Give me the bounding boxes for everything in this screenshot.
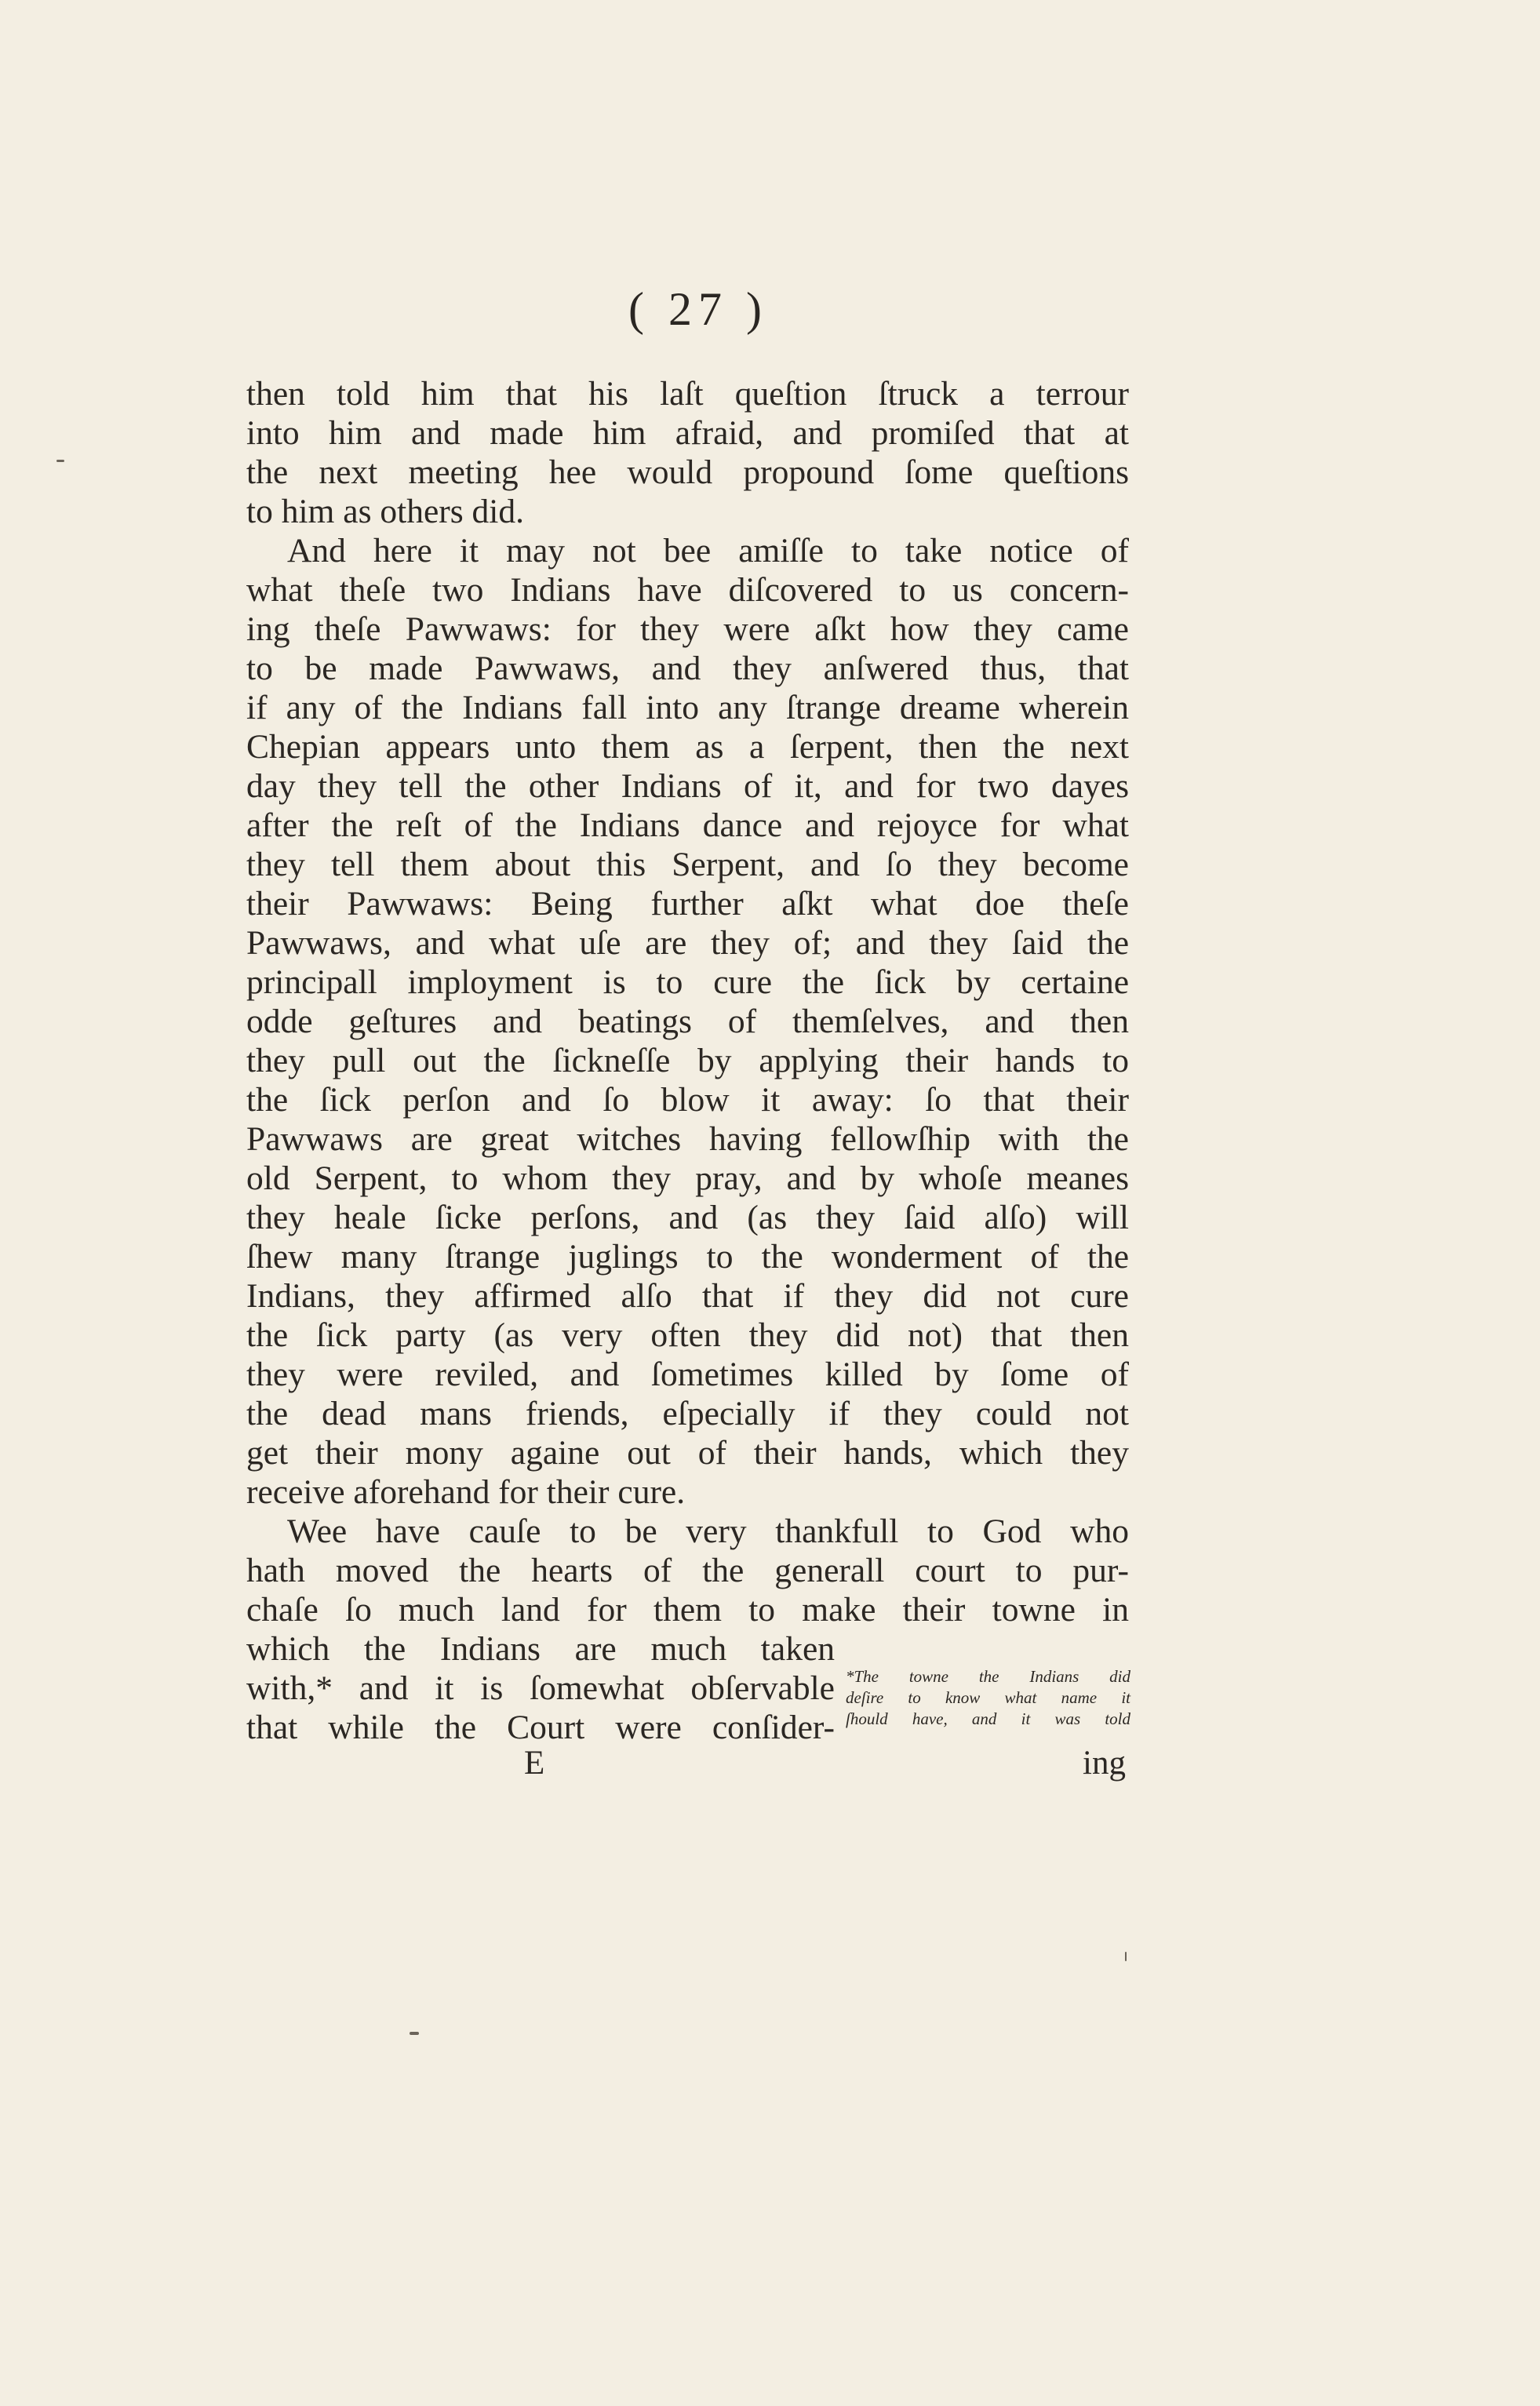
page-number: ( 27 ) — [628, 283, 768, 335]
text-line: they tell them about this Serpent, and ſo they become — [246, 846, 1129, 883]
text-line: they heale ſicke perſons, and (as they ſaid alſo) will — [246, 1199, 1129, 1236]
text-line: then told him that his laſt queſtion ſtruck a terrour — [246, 375, 1129, 413]
paper-speck — [1125, 1952, 1127, 1961]
text-line: Pawwaws, and what uſe are they of; and they ſaid the — [246, 924, 1129, 962]
side-footnote — [846, 1666, 1130, 1730]
footnote-line: ſhould have, and it was told — [846, 1709, 1130, 1728]
text-line: the next meeting hee would propound ſome queſtions — [246, 453, 1129, 491]
text-line: which the Indians are much taken — [246, 1630, 835, 1668]
text-line: their Pawwaws: Being further aſkt what doe theſe — [246, 885, 1129, 923]
text-line: old Serpent, to whom they pray, and by whoſe meanes — [246, 1159, 1129, 1197]
text-line: the ſick party (as very often they did not) that then — [246, 1316, 1129, 1354]
text-line: with,* and it is ſomewhat obſervable — [246, 1669, 835, 1707]
footnote-line: deſire to know what name it — [846, 1688, 1130, 1707]
text-line: Indians, they affirmed alſo that if they did not cure — [246, 1277, 1129, 1315]
footnote-line: *The towne the Indians did — [846, 1667, 1130, 1686]
text-line: odde geſtures and beatings of themſelves, and then — [246, 1003, 1129, 1040]
text-line: what theſe two Indians have diſcovered to us concern- — [246, 571, 1129, 609]
text-line: that while the Court were conſider- — [246, 1709, 835, 1746]
text-line: And here it may not bee amiſſe to take notice of — [287, 532, 1129, 570]
text-line: get their mony againe out of their hands, which they — [246, 1434, 1129, 1472]
paper-speck — [56, 460, 64, 462]
text-line: they pull out the ſickneſſe by applying their hands to — [246, 1042, 1129, 1079]
text-line: principall imployment is to cure the ſick by certaine — [246, 963, 1129, 1001]
signature-mark: E — [524, 1745, 545, 1782]
text-line: day they tell the other Indians of it, and for two dayes — [246, 767, 1129, 805]
text-line: Pawwaws are great witches having fellowſhip with the — [246, 1120, 1129, 1158]
text-line: to be made Pawwaws, and they anſwered thus, that — [246, 650, 1129, 687]
text-line: ſhew many ſtrange juglings to the wonderment of the — [246, 1238, 1129, 1276]
text-line: to him as others did. — [246, 493, 525, 530]
text-line: the ſick perſon and ſo blow it away: ſo that their — [246, 1081, 1129, 1119]
catchword: ing — [1083, 1745, 1126, 1782]
text-line: if any of the Indians fall into any ſtrange dreame wherein — [246, 689, 1129, 726]
body-text — [246, 374, 1129, 1747]
text-line: Chepian appears unto them as a ſerpent, then the next — [246, 728, 1129, 766]
text-line: into him and made him afraid, and promiſed that at — [246, 414, 1129, 452]
text-line: ing theſe Pawwaws: for they were aſkt how they came — [246, 610, 1129, 648]
text-line: chaſe ſo much land for them to make their towne in — [246, 1591, 1129, 1629]
text-line: hath moved the hearts of the generall court to pur- — [246, 1552, 1129, 1589]
paper-speck — [410, 2032, 419, 2035]
text-line: they were reviled, and ſometimes killed by ſome of — [246, 1356, 1129, 1393]
text-line: after the reſt of the Indians dance and rejoyce for what — [246, 806, 1129, 844]
text-line: receive aforehand for their cure. — [246, 1473, 686, 1511]
text-line: Wee have cauſe to be very thankfull to God who — [287, 1512, 1129, 1550]
text-line: the dead mans friends, eſpecially if they could not — [246, 1395, 1129, 1432]
